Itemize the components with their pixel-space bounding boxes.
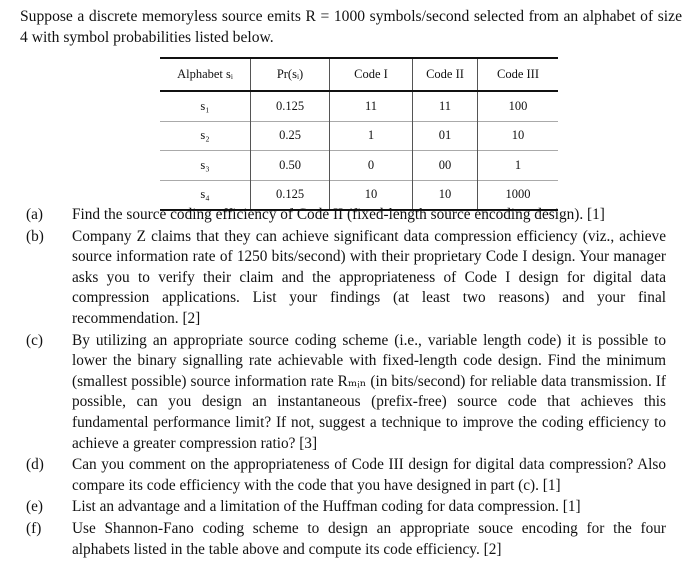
cell-probability: 0.25 [251,121,330,151]
cell-code-2: 00 [413,151,478,181]
cell-code-3: 1000 [478,180,559,210]
cell-code-3: 100 [478,91,559,121]
cell-code-2: 01 [413,121,478,151]
question-a [26,205,666,226]
question-e [26,497,666,518]
question-text: List an advantage and a limitation of the Huffman coding for data compression. [1] [72,498,581,516]
cell-symbol: s₃ [160,151,251,181]
cell-code-1: 11 [330,91,413,121]
question-text: Can you comment on the appropriateness of Code III design for digital data compression? Also compare its code efficiency with the code that you have designed in part (c). [1] [72,456,666,494]
question-label: (f) [26,519,42,537]
cell-probability: 0.125 [251,91,330,121]
cell-code-3: 1 [478,151,559,181]
header-probability: Pr(sᵢ) [251,58,330,91]
table-header-row [160,58,558,91]
header-code-1: Code I [330,58,413,91]
cell-symbol: s₁ [200,98,210,113]
table-row [160,91,558,121]
question-label: (e) [26,498,43,516]
question-list [26,205,666,561]
cell-code-1: 1 [330,121,413,151]
cell-code-3: 10 [478,121,559,151]
cell-code-2: 10 [413,180,478,210]
problem-statement: Suppose a discrete memoryless source emits R = 1000 symbols/second selected from an alphabet of size 4 with symbol probabilities listed below. [20,8,682,46]
code-table [160,57,558,211]
question-text: Company Z claims that they can achieve significant data compression efficiency (viz., achieve source information rate of 1250 bits/second) with their proprietary Code I design. Your manager asks you to verify their claim and the appropriateness of Code I design for digital data compression applications. List your findings (at least two reasons) and your final recommendation. [2] [72,227,666,327]
question-b [26,227,666,330]
question-text: Use Shannon-Fano coding scheme to design an appropriate souce encoding for the four alphabets listed in the table above and compute its code efficiency. [2] [72,519,666,558]
header-code-3: Code III [478,58,559,91]
cell-probability: 0.50 [251,151,330,181]
question-text: By utilizing an appropriate source coding scheme (i.e., variable length code) it is possible to lower the binary signalling rate achievable with fixed-length code design. Find the minimum (smallest possible) source information rate Rₘᵢₙ (in bits/second) for reliable data transmission. If possible, can you design an instantaneous (prefix-free) source code that achieves this fundamental performance limit? If not, suggest a technique to improve the coding efficiency to achieve a greater compression ratio? [3] [72,331,666,452]
cell-probability: 0.125 [251,180,330,210]
table-row [160,151,558,181]
question-label: (b) [26,227,44,245]
cell-symbol: s₂ [160,121,251,151]
cell-code-1: 10 [330,180,413,210]
question-label: (a) [26,206,43,223]
question-label: (c) [26,331,43,349]
question-f [26,519,666,560]
cell-symbol: s₄ [160,180,251,210]
cell-code-2: 11 [413,91,478,121]
header-code-2: Code II [413,58,478,91]
code-table-container [160,57,558,211]
question-c [26,331,666,455]
question-label: (d) [26,456,44,474]
cell-code-1: 0 [330,151,413,181]
header-alphabet: Alphabet sᵢ [160,58,251,91]
table-row [160,121,558,151]
question-text: Find the source coding efficiency of Code II (fixed-length source encoding design). [1] [72,206,605,223]
question-d [26,455,666,496]
